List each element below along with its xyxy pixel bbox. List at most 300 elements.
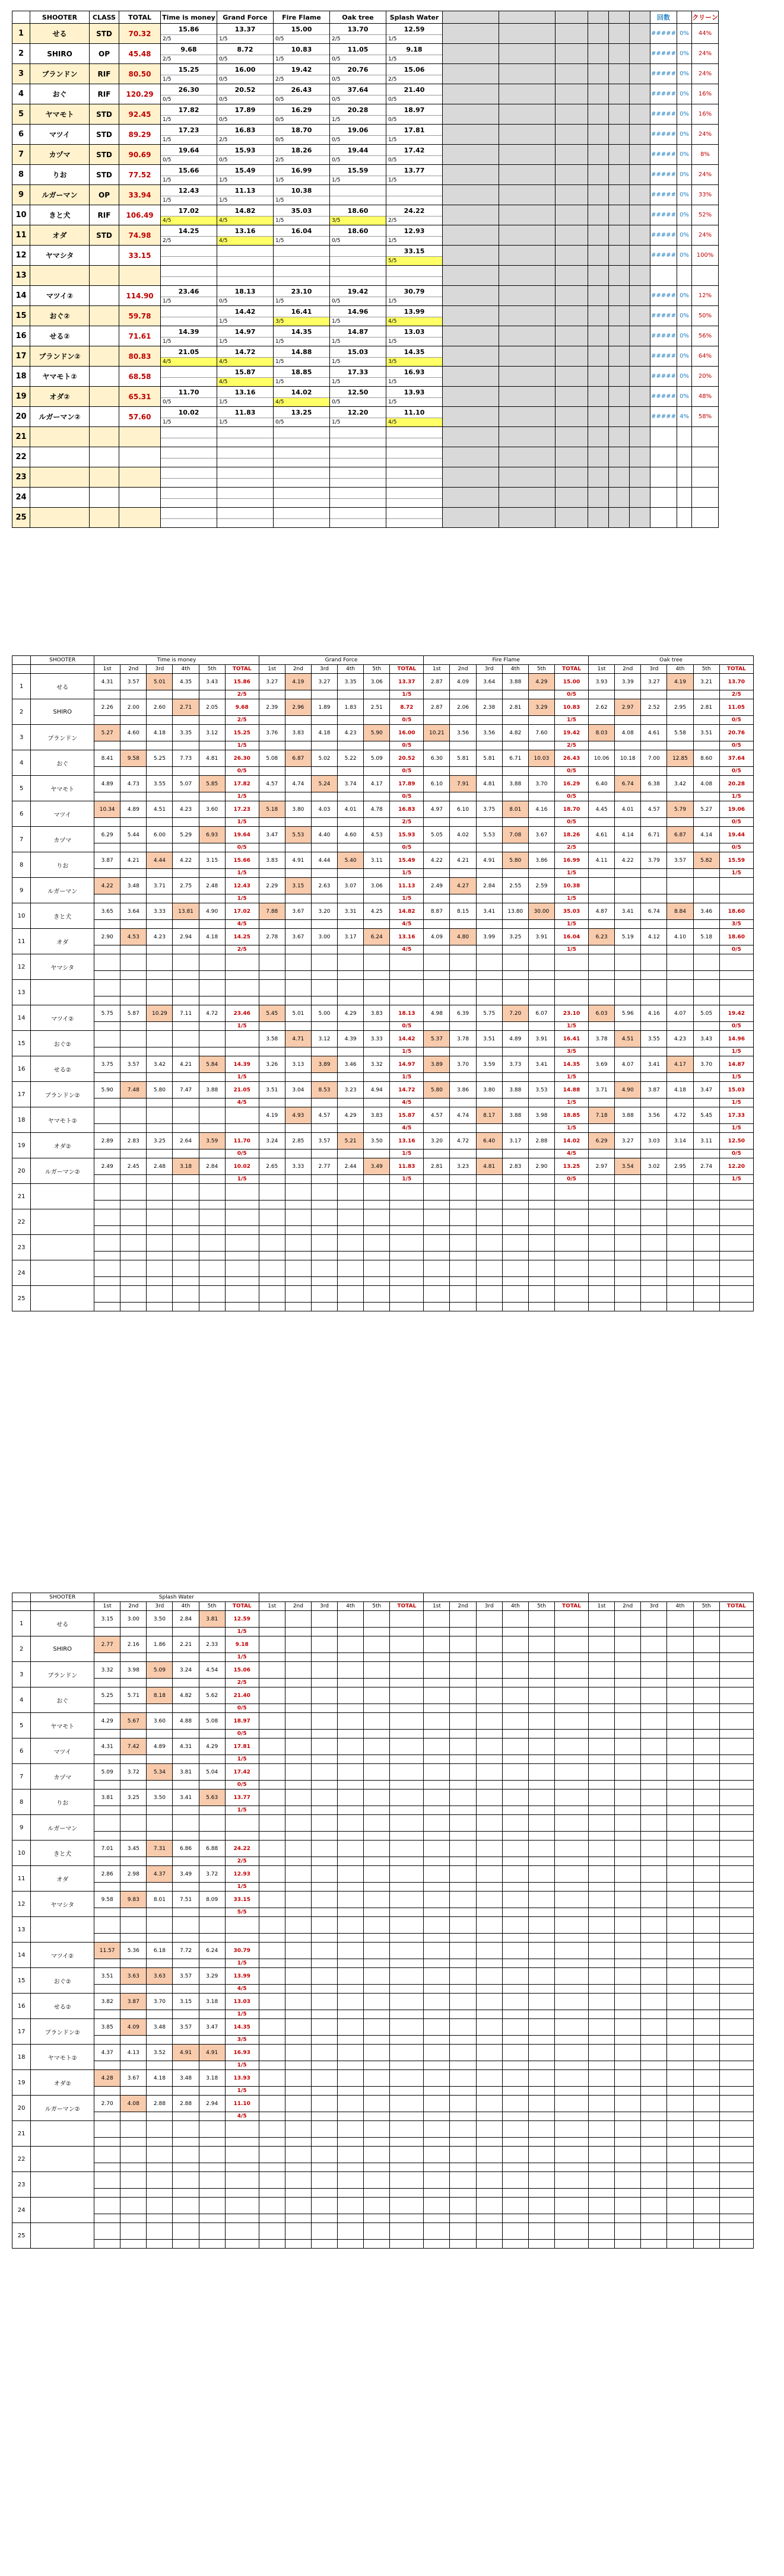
shooter-class: STD	[90, 165, 119, 185]
string-time: 6.00	[147, 827, 173, 843]
penalty-mark	[502, 1150, 528, 1158]
string-time: 5.45	[259, 1005, 285, 1022]
empty-cell	[667, 1934, 693, 1943]
stage-total: 14.87	[719, 1056, 753, 1073]
empty-cell	[693, 1687, 719, 1704]
stage-total: 17.42	[225, 1764, 259, 1781]
stage-cell	[330, 165, 386, 185]
empty-cell	[589, 2061, 615, 2070]
string-time: 3.79	[641, 852, 667, 869]
penalty-mark	[476, 920, 502, 929]
penalty-mark	[147, 2010, 173, 2019]
empty-cell	[364, 1806, 390, 1815]
string-time: 4.44	[147, 852, 173, 869]
count-value: #####	[650, 407, 677, 427]
string-time	[502, 954, 528, 971]
penalty-mark	[641, 741, 667, 750]
string-time: 4.25	[364, 903, 390, 920]
empty-cell	[554, 1908, 588, 1917]
penalty-mark	[311, 690, 337, 699]
stage-penalty	[217, 277, 273, 285]
string-time	[147, 2172, 173, 2189]
penalty-mark	[94, 2112, 120, 2121]
string-time	[667, 1260, 693, 1277]
penalty-count: 4/5	[390, 945, 424, 954]
penalty-mark	[364, 1124, 390, 1133]
empty-cell	[285, 1730, 311, 1738]
string-time: 4.14	[615, 827, 641, 843]
string-time: 7.18	[589, 1107, 615, 1124]
stage-penalty	[161, 519, 217, 527]
empty-cell	[390, 2070, 424, 2087]
empty-cell	[693, 1781, 719, 1789]
string-time: 4.18	[147, 725, 173, 741]
string-time: 4.22	[615, 852, 641, 869]
string-time: 5.08	[199, 1713, 225, 1730]
detail-penalty-row	[12, 2061, 754, 2070]
percent-value: 4%	[677, 407, 692, 427]
percent-value: 0%	[677, 145, 692, 165]
penalty-mark	[450, 1252, 476, 1260]
string-time: 5.53	[476, 827, 502, 843]
string-time: 4.18	[311, 725, 337, 741]
string-time: 5.18	[693, 929, 719, 945]
penalty-mark	[147, 920, 173, 929]
penalty-mark	[120, 945, 147, 954]
stage-total	[225, 1235, 259, 1252]
string-time	[424, 1260, 450, 1277]
stage-penalty: 0/5	[332, 96, 341, 103]
empty-cell	[476, 2087, 502, 2096]
string-time	[364, 980, 390, 996]
string-time: 3.51	[476, 1031, 502, 1047]
empty-cell	[641, 2070, 667, 2087]
string-time	[173, 1184, 199, 1201]
shooter-name: ヤマモト	[30, 104, 90, 125]
empty-cell	[476, 1781, 502, 1789]
empty-cell	[499, 104, 556, 125]
total-time: 77.52	[119, 165, 161, 185]
penalty-mark	[641, 920, 667, 929]
empty-cell	[259, 1781, 285, 1789]
shooter-class: OP	[90, 185, 119, 205]
penalty-mark	[311, 1073, 337, 1082]
stage-time: 19.64	[161, 145, 217, 156]
empty-cell	[502, 1755, 528, 1764]
detail-row	[12, 980, 754, 996]
penalty-mark	[311, 767, 337, 776]
penalty-count	[719, 1201, 753, 1209]
penalty-mark	[120, 1277, 147, 1286]
empty-cell	[338, 2163, 364, 2172]
penalty-mark	[199, 1124, 225, 1133]
empty-cell	[719, 1764, 753, 1781]
empty-cell	[554, 1892, 588, 1908]
stage-cell	[274, 286, 330, 306]
empty-cell	[338, 1755, 364, 1764]
row-number: 20	[12, 1158, 31, 1184]
string-time: 4.16	[528, 801, 554, 818]
empty-cell	[615, 2045, 641, 2061]
empty-cell	[259, 1943, 285, 1959]
penalty-mark	[173, 2010, 199, 2019]
sub-header: 5th	[528, 1602, 554, 1611]
empty-cell	[390, 1959, 424, 1968]
penalty-count: 0/5	[719, 818, 753, 827]
empty-cell	[424, 2070, 450, 2087]
percent-value: 0%	[677, 125, 692, 145]
string-time: 3.00	[311, 929, 337, 945]
penalty-count	[719, 971, 753, 980]
stage-cell	[217, 44, 274, 64]
empty-cell	[502, 1841, 528, 1857]
empty-cell	[615, 2147, 641, 2163]
stage-time: 14.88	[274, 347, 329, 358]
empty-cell	[285, 1934, 311, 1943]
empty-cell	[364, 2112, 390, 2121]
string-time	[173, 980, 199, 996]
string-time	[120, 1815, 147, 1832]
empty-cell	[615, 2121, 641, 2138]
empty-cell	[499, 467, 556, 488]
string-time: 4.19	[285, 674, 311, 690]
empty-cell	[285, 1738, 311, 1755]
shooter-name: ヤマシタ	[30, 246, 90, 266]
stage-time	[274, 246, 329, 257]
empty-cell	[719, 2223, 753, 2240]
penalty-mark	[147, 2138, 173, 2147]
detail-table-stages-1-4	[12, 655, 754, 1311]
penalty-mark	[528, 920, 554, 929]
stage-cell	[161, 407, 217, 427]
empty-cell	[502, 1857, 528, 1866]
penalty-mark	[173, 1226, 199, 1235]
stage-total: 16.04	[554, 929, 588, 945]
string-time	[120, 954, 147, 971]
penalty-mark	[476, 894, 502, 903]
penalty-mark	[338, 869, 364, 878]
empty-cell	[364, 2147, 390, 2163]
empty-cell	[364, 1687, 390, 1704]
penalty-mark	[502, 945, 528, 954]
penalty-count: 1/5	[390, 1150, 424, 1158]
total-time	[119, 488, 161, 508]
empty-cell	[311, 1917, 337, 1934]
string-time: 3.48	[147, 2019, 173, 2036]
empty-cell	[285, 1908, 311, 1917]
empty-cell	[311, 2147, 337, 2163]
stage-penalty: 0/5	[275, 96, 284, 103]
string-time: 4.53	[120, 929, 147, 945]
penalty-mark	[285, 869, 311, 878]
empty-cell	[719, 1653, 753, 1662]
count-value: #####	[650, 44, 677, 64]
empty-cell	[556, 165, 588, 185]
detail-penalty-row	[12, 1704, 754, 1713]
string-time: 4.03	[311, 801, 337, 818]
stage-total: 15.59	[719, 852, 753, 869]
empty-cell	[719, 1789, 753, 1806]
empty-cell	[450, 1806, 476, 1815]
empty-cell	[615, 1611, 641, 1628]
penalty-mark	[450, 1226, 476, 1235]
stage-penalty	[161, 499, 217, 507]
stage-cell	[161, 185, 217, 205]
empty-cell	[719, 1968, 753, 1985]
summary-header-cell	[677, 11, 692, 24]
penalty-count	[225, 1277, 259, 1286]
empty-cell	[424, 1806, 450, 1815]
empty-cell	[502, 1917, 528, 1934]
detail-penalty-row	[12, 1073, 754, 1082]
penalty-count	[554, 971, 588, 980]
string-time: 3.25	[147, 1133, 173, 1150]
shooter-class	[90, 447, 119, 467]
empty-cell	[424, 1866, 450, 1883]
empty-cell	[554, 1943, 588, 1959]
penalty-count: 2/5	[554, 741, 588, 750]
empty-cell	[615, 1789, 641, 1806]
penalty-mark	[94, 1832, 120, 1841]
empty-cell	[589, 1959, 615, 1968]
penalty-mark	[641, 818, 667, 827]
string-time: 4.82	[173, 1687, 199, 1704]
shooter-class	[90, 246, 119, 266]
penalty-mark	[338, 767, 364, 776]
stage-total: 16.00	[390, 725, 424, 741]
string-time: 3.57	[173, 2019, 199, 2036]
penalty-mark	[641, 945, 667, 954]
penalty-mark	[338, 1303, 364, 1311]
empty-cell	[589, 2112, 615, 2121]
empty-cell	[630, 488, 650, 508]
empty-cell	[528, 1917, 554, 1934]
empty-cell	[693, 1611, 719, 1628]
detail-row	[12, 1892, 754, 1908]
stage-penalty: 1/5	[219, 338, 228, 345]
empty-cell	[615, 1908, 641, 1917]
empty-cell	[615, 1713, 641, 1730]
stage-total: 14.96	[719, 1031, 753, 1047]
empty-cell	[667, 1781, 693, 1789]
stage-total: 16.93	[225, 2045, 259, 2061]
summary-row	[12, 266, 719, 286]
shooter-header: SHOOTER	[31, 1593, 94, 1602]
penalty-mark	[667, 996, 693, 1005]
stage-cell	[386, 488, 443, 508]
empty-cell	[693, 1883, 719, 1892]
row-number: 12	[12, 954, 31, 980]
summary-row	[12, 205, 719, 225]
penalty-count	[554, 1277, 588, 1286]
empty-cell	[311, 2163, 337, 2172]
penalty-mark	[693, 1201, 719, 1209]
empty-cell	[390, 1764, 424, 1781]
penalty-mark	[502, 1226, 528, 1235]
stage-cell	[274, 306, 330, 326]
empty-cell	[528, 2087, 554, 2096]
empty-cell	[641, 1806, 667, 1815]
string-time: 3.32	[364, 1056, 390, 1073]
empty-cell	[667, 1628, 693, 1636]
empty-cell	[554, 2240, 588, 2249]
summary-row	[12, 467, 719, 488]
stage-cell	[330, 467, 386, 488]
empty-cell	[424, 1679, 450, 1687]
shooter-name: ルガーマン	[31, 1815, 94, 1841]
string-time: 3.51	[94, 1968, 120, 1985]
empty-cell	[390, 1934, 424, 1943]
empty-cell	[667, 1959, 693, 1968]
empty-cell	[641, 1653, 667, 1662]
empty-cell	[693, 1704, 719, 1713]
shooter-name: せる	[31, 1611, 94, 1636]
empty-cell	[502, 2087, 528, 2096]
stage-cell	[217, 225, 274, 246]
empty-cell	[499, 266, 556, 286]
string-time: 7.72	[173, 1943, 199, 1959]
empty-cell	[259, 1755, 285, 1764]
empty-cell	[364, 1857, 390, 1866]
empty-cell	[311, 2189, 337, 2198]
empty-cell	[338, 1806, 364, 1815]
string-time: 3.83	[259, 852, 285, 869]
stage-total: 9.68	[225, 699, 259, 716]
string-time: 3.43	[693, 1031, 719, 1047]
penalty-mark	[94, 1704, 120, 1713]
shooter-name: ブランドン②	[31, 1082, 94, 1107]
string-time: 2.84	[199, 1158, 225, 1175]
string-time: 3.50	[364, 1133, 390, 1150]
detail-penalty-row	[12, 1252, 754, 1260]
empty-cell	[476, 1934, 502, 1943]
empty-cell	[259, 1934, 285, 1943]
detail-row	[12, 674, 754, 690]
penalty-mark	[173, 971, 199, 980]
empty-cell	[556, 427, 588, 447]
string-time: 6.71	[641, 827, 667, 843]
empty-cell	[476, 1841, 502, 1857]
penalty-mark	[693, 818, 719, 827]
string-time	[338, 1209, 364, 1226]
empty-cell	[554, 1866, 588, 1883]
string-time	[285, 1260, 311, 1277]
empty-cell	[443, 266, 499, 286]
string-time: 5.58	[667, 725, 693, 741]
empty-cell	[285, 1832, 311, 1841]
penalty-mark	[173, 1653, 199, 1662]
penalty-mark	[173, 2240, 199, 2249]
stage-total: 12.50	[719, 1133, 753, 1150]
empty-cell	[528, 1959, 554, 1968]
penalty-mark	[424, 971, 450, 980]
penalty-mark	[285, 894, 311, 903]
detail-row	[12, 954, 754, 971]
string-time: 2.97	[589, 1158, 615, 1175]
empty-cell	[693, 2019, 719, 2036]
penalty-count	[225, 2214, 259, 2223]
penalty-mark	[476, 1277, 502, 1286]
string-time: 5.81	[476, 750, 502, 767]
empty-cell	[502, 1908, 528, 1917]
penalty-mark	[199, 2214, 225, 2223]
stage-total: 14.39	[225, 1056, 259, 1073]
empty-cell	[364, 2223, 390, 2240]
detail-penalty-row	[12, 741, 754, 750]
empty-cell	[311, 1662, 337, 1679]
empty-cell	[259, 2147, 285, 2163]
empty-cell	[693, 2198, 719, 2214]
penalty-mark	[693, 1277, 719, 1286]
empty-cell	[528, 1653, 554, 1662]
stage-total: 18.26	[554, 827, 588, 843]
empty-cell	[259, 2223, 285, 2240]
string-time: 3.27	[259, 674, 285, 690]
sub-header: 5th	[364, 1602, 390, 1611]
clean-rate: 16%	[692, 104, 719, 125]
stage-penalty: 1/5	[388, 56, 397, 62]
string-time: 2.29	[259, 878, 285, 894]
penalty-count: 0/5	[225, 1781, 259, 1789]
stage-cell	[386, 427, 443, 447]
empty-cell	[364, 1704, 390, 1713]
penalty-mark	[667, 716, 693, 725]
empty-cell	[719, 1730, 753, 1738]
empty-cell	[285, 1628, 311, 1636]
empty-cell	[311, 1994, 337, 2010]
stage-cell	[161, 165, 217, 185]
stage-penalty: 1/5	[275, 197, 284, 203]
string-time	[424, 1209, 450, 1226]
stage-cell	[161, 104, 217, 125]
stage-penalty	[161, 257, 217, 265]
empty-cell	[499, 24, 556, 44]
penalty-mark	[285, 920, 311, 929]
penalty-count	[719, 1226, 753, 1235]
penalty-mark	[667, 1150, 693, 1158]
penalty-mark	[173, 1883, 199, 1892]
row-number: 24	[12, 2198, 31, 2223]
string-time	[199, 980, 225, 996]
penalty-mark	[364, 843, 390, 852]
empty-cell	[589, 1968, 615, 1985]
penalty-mark	[147, 1781, 173, 1789]
empty-cell	[424, 1892, 450, 1908]
penalty-mark	[589, 869, 615, 878]
penalty-mark	[667, 818, 693, 827]
total-time: 71.61	[119, 326, 161, 346]
string-time: 5.62	[199, 1687, 225, 1704]
penalty-count: 0/5	[390, 1022, 424, 1031]
string-time: 3.06	[364, 878, 390, 894]
penalty-mark	[311, 920, 337, 929]
penalty-mark	[615, 1073, 641, 1082]
empty-cell	[285, 1917, 311, 1934]
row-number: 25	[12, 2223, 31, 2249]
empty-cell	[259, 2045, 285, 2061]
string-time: 3.18	[199, 2070, 225, 2087]
empty-cell	[390, 1781, 424, 1789]
penalty-mark	[147, 1959, 173, 1968]
stage-time: 13.16	[217, 226, 273, 237]
string-time: 2.71	[173, 699, 199, 716]
empty-cell	[338, 1883, 364, 1892]
shooter-name: カヅマ	[30, 145, 90, 165]
empty-cell	[615, 1679, 641, 1687]
penalty-mark	[667, 894, 693, 903]
penalty-mark	[615, 741, 641, 750]
empty-cell	[311, 2096, 337, 2112]
